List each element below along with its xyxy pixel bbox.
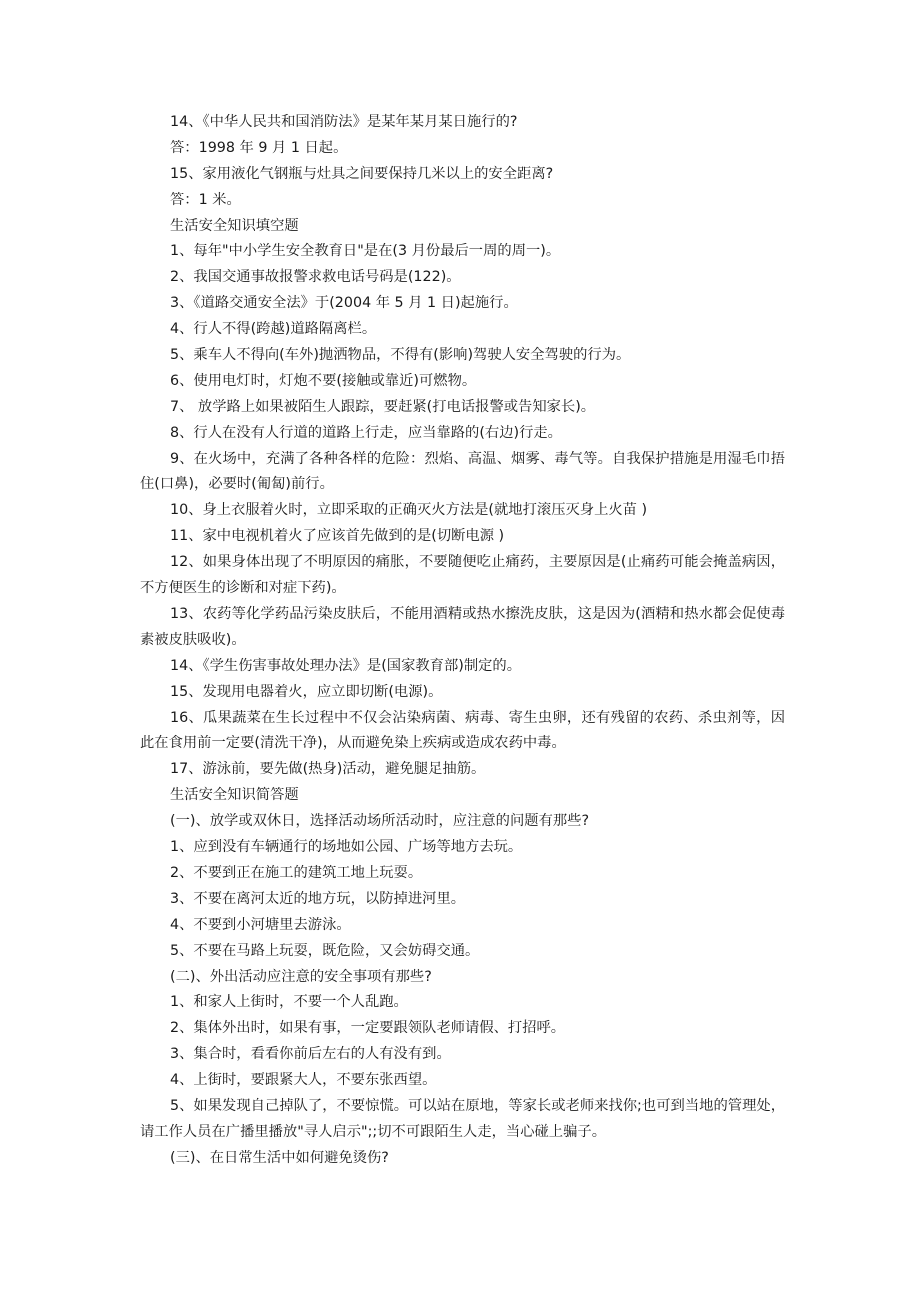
answer-item: 3、集合时，看看你前后左右的人有没有到。 bbox=[170, 1046, 451, 1063]
answer-item: 5、如果发现自己掉队了，不要惊慌。可以站在原地，等家长或老师来找你;也可到当地的管理处，请工作人员在广播里播放"寻人启示";;切不可跟陌生人走，当心碰上骗子。 bbox=[140, 1097, 785, 1140]
subsection-question: (一)、放学或双休日，选择活动场所活动时，应注意的问题有那些? bbox=[170, 813, 590, 830]
answer-item: 2、集体外出时，如果有事，一定要跟领队老师请假、打招呼。 bbox=[170, 1020, 566, 1037]
fill-blank-item: 1、每年"中小学生安全教育日"是在(3 月份最后一周的周一)。 bbox=[170, 243, 561, 260]
answer-line: 答：1 米。 bbox=[170, 191, 241, 208]
fill-blank-item: 13、农药等化学药品污染皮肤后，不能用酒精或热水擦洗皮肤，这是因为(酒精和热水都会促使毒素被皮肤吸收)。 bbox=[140, 605, 785, 648]
fill-blank-item: 2、我国交通事故报警求救电话号码是(122)。 bbox=[170, 269, 461, 286]
fill-blank-item: 16、瓜果蔬菜在生长过程中不仅会沾染病菌、病毒、寄生虫卵，还有残留的农药、杀虫剂等，因此在食用前一定要(清洗干净)，从而避免染上疾病或造成农药中毒。 bbox=[140, 709, 785, 752]
fill-blank-item: 9、在火场中，充满了各种各样的危险：烈焰、高温、烟雾、毒气等。自我保护措施是用湿毛巾捂住(口鼻)，必要时(匍匐)前行。 bbox=[140, 450, 785, 493]
answer-item: 4、上街时，要跟紧大人，不要东张西望。 bbox=[170, 1072, 437, 1089]
question-line: 14、《中华人民共和国消防法》是某年某月某日施行的? bbox=[170, 114, 518, 130]
answer-item: 5、不要在马路上玩耍，既危险，又会妨碍交通。 bbox=[170, 942, 480, 959]
answer-item: 3、不要在离河太近的地方玩，以防掉进河里。 bbox=[170, 890, 466, 907]
answer-line: 答：1998 年 9 月 1 日起。 bbox=[170, 139, 348, 156]
document-page bbox=[140, 110, 785, 1172]
fill-blank-item: 3、《道路交通安全法》于(2004 年 5 月 1 日)起施行。 bbox=[170, 295, 518, 312]
section-heading: 生活安全知识简答题 bbox=[170, 787, 299, 804]
fill-blank-item: 11、家中电视机着火了应该首先做到的是(切断电源 ) bbox=[170, 528, 505, 545]
answer-item: 1、应到没有车辆通行的场地如公园、广场等地方去玩。 bbox=[170, 839, 523, 856]
fill-blank-item: 12、如果身体出现了不明原因的痛胀，不要随便吃止痛药，主要原因是(止痛药可能会掩盖病因，不方便医生的诊断和对症下药)。 bbox=[140, 554, 785, 597]
section-heading: 生活安全知识填空题 bbox=[170, 217, 299, 234]
fill-blank-item: 5、乘车人不得向(车外)抛洒物品，不得有(影响)驾驶人安全驾驶的行为。 bbox=[170, 347, 631, 364]
fill-blank-item: 10、身上衣服着火时，立即采取的正确灭火方法是(就地打滚压灭身上火苗 ) bbox=[170, 502, 648, 519]
subsection-question: (二)、外出活动应注意的安全事项有那些? bbox=[170, 968, 432, 985]
fill-blank-item: 14、《学生伤害事故处理办法》是(国家教育部)制定的。 bbox=[170, 657, 522, 674]
fill-blank-item: 8、行人在没有人行道的道路上行走，应当靠路的(右边)行走。 bbox=[170, 424, 562, 441]
answer-item: 1、和家人上街时，不要一个人乱跑。 bbox=[170, 994, 408, 1011]
subsection-question: (三)、在日常生活中如何避免烫伤? bbox=[170, 1149, 389, 1166]
fill-blank-item: 7、 放学路上如果被陌生人跟踪，要赶紧(打电话报警或告知家长)。 bbox=[170, 398, 596, 415]
fill-blank-item: 6、使用电灯时，灯炮不要(接触或靠近)可燃物。 bbox=[170, 372, 477, 389]
question-line: 15、家用液化气钢瓶与灶具之间要保持几米以上的安全距离? bbox=[170, 165, 554, 182]
fill-blank-item: 15、发现用电器着火，应立即切断(电源)。 bbox=[170, 683, 443, 700]
answer-item: 2、不要到正在施工的建筑工地上玩耍。 bbox=[170, 864, 423, 881]
answer-item: 4、不要到小河塘里去游泳。 bbox=[170, 916, 351, 933]
fill-blank-item: 4、行人不得(跨越)道路隔离栏。 bbox=[170, 321, 377, 338]
fill-blank-item: 17、游泳前，要先做(热身)活动，避免腿足抽筋。 bbox=[170, 761, 486, 778]
